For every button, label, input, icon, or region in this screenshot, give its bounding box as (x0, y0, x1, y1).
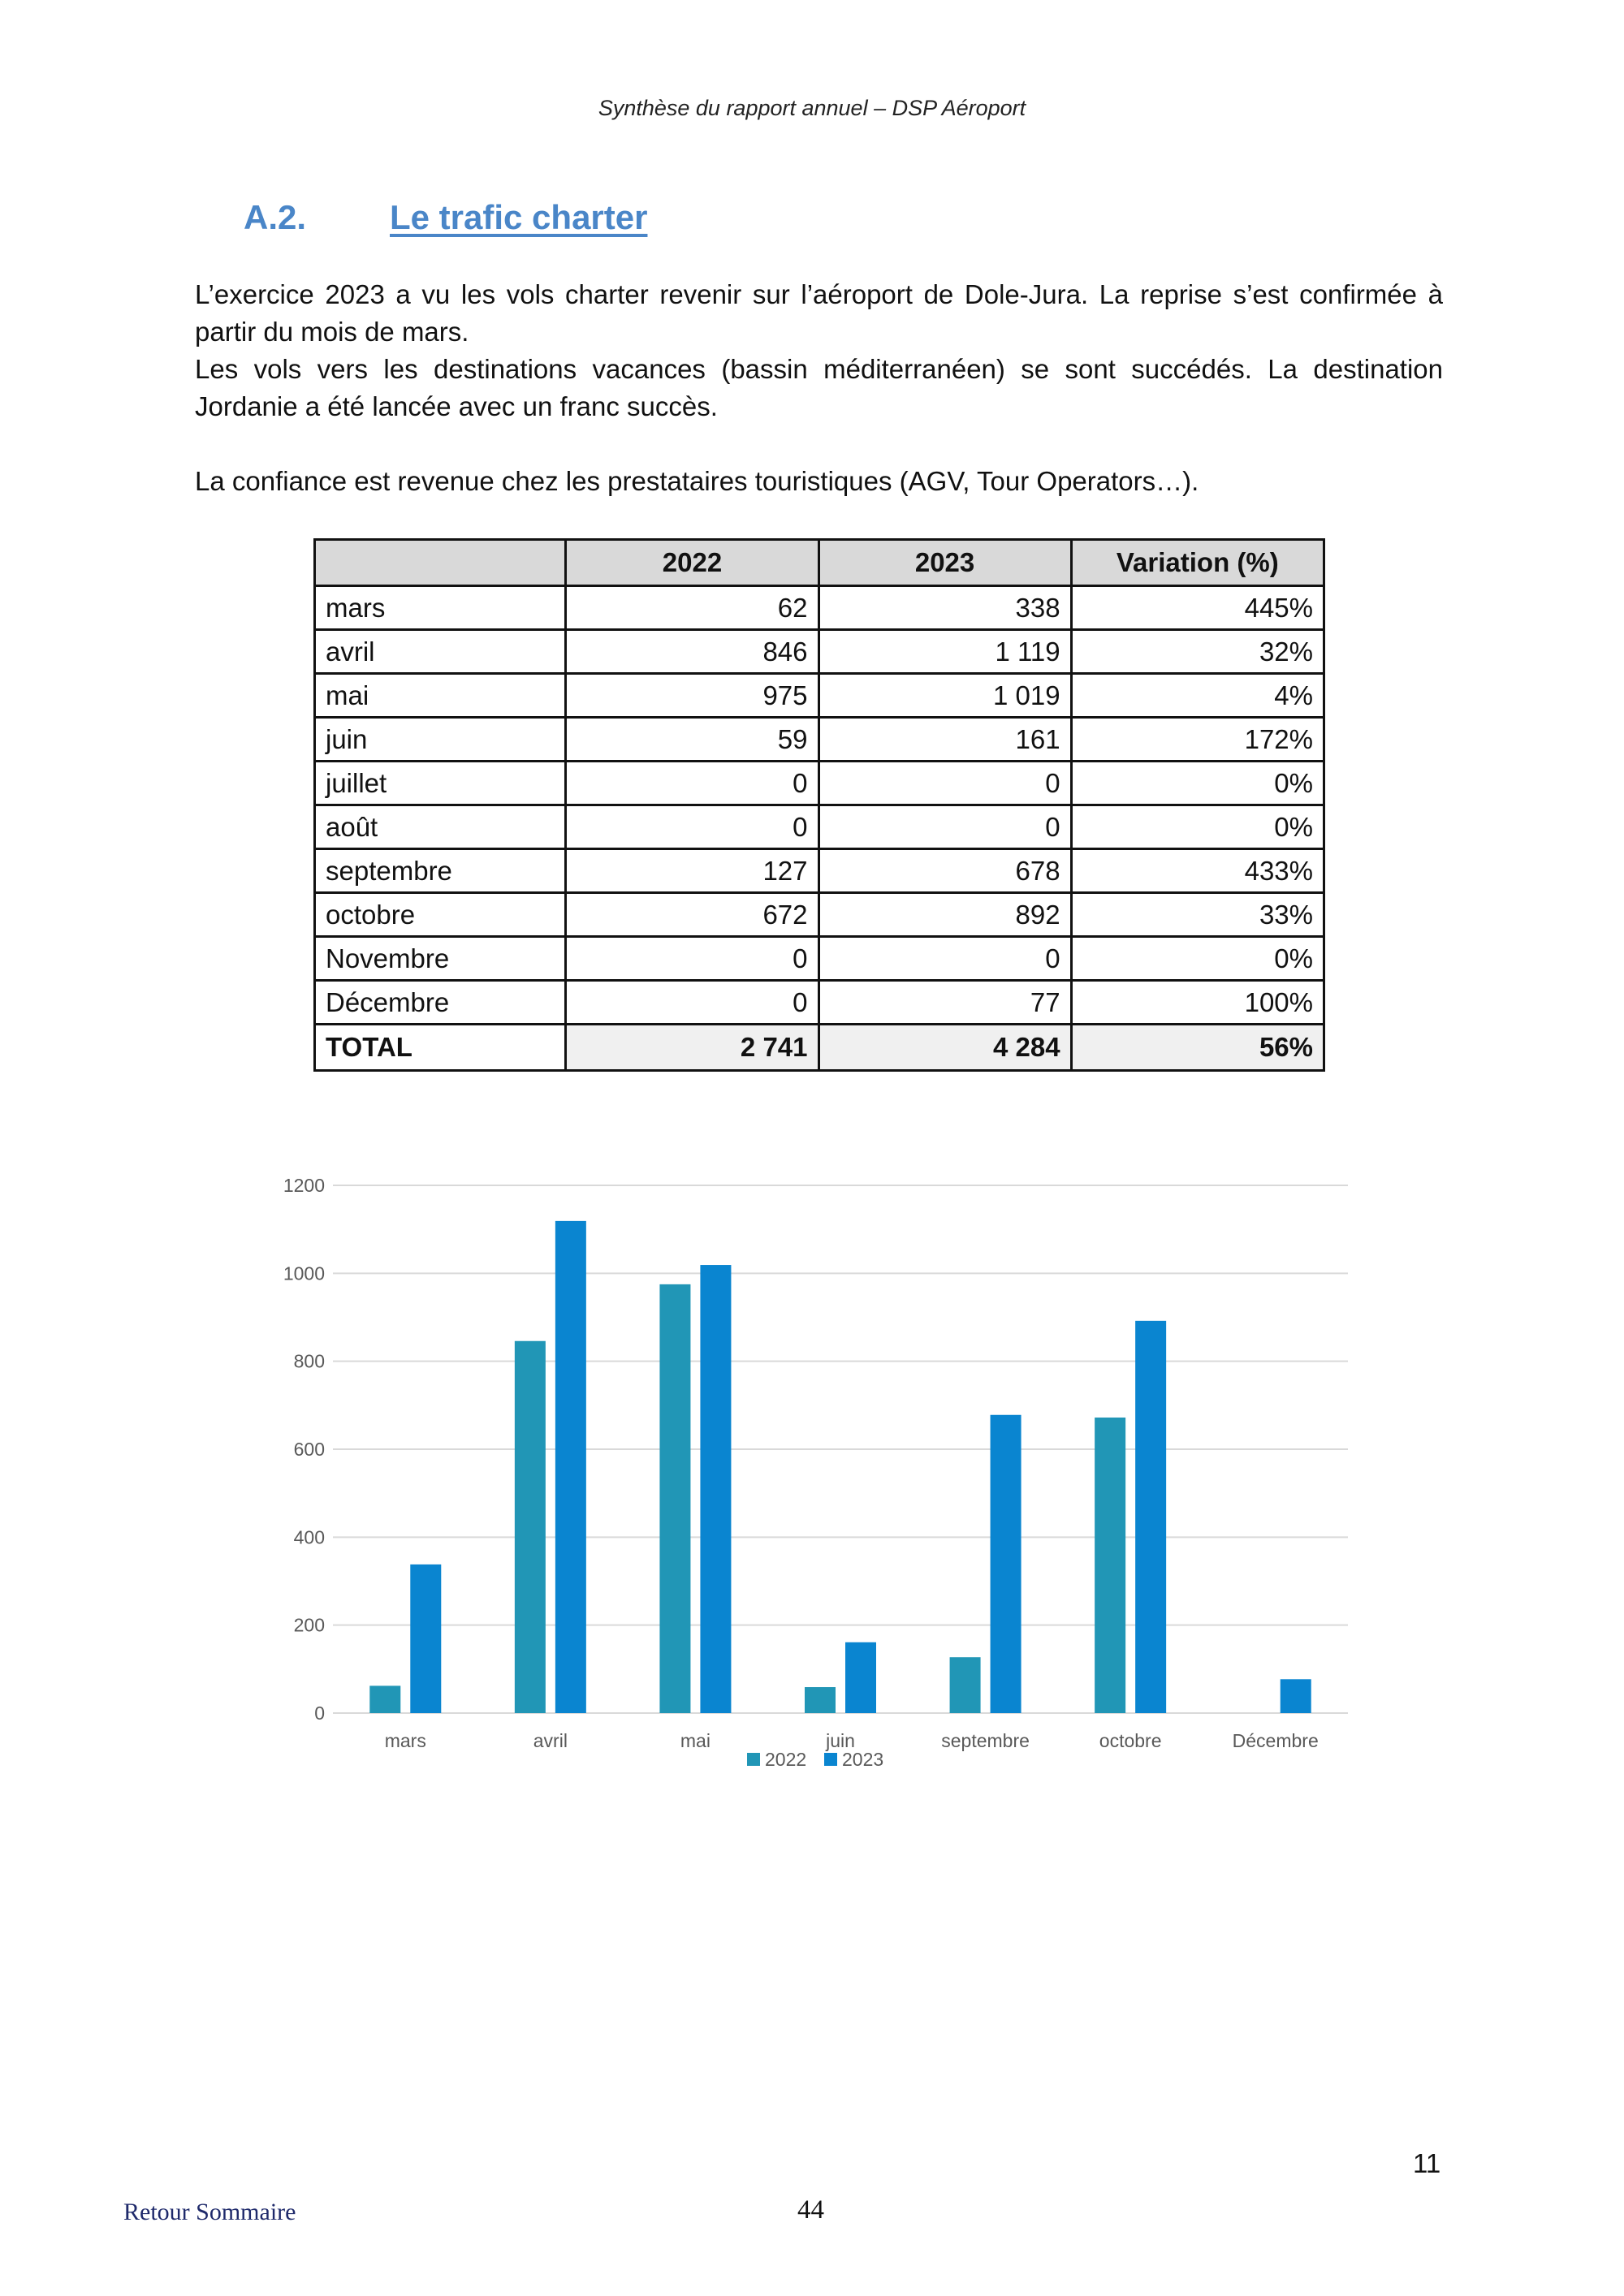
table-header-cell (315, 540, 566, 586)
value-cell: 0% (1071, 762, 1324, 805)
y-tick-label: 1200 (283, 1175, 325, 1196)
value-cell: 59 (566, 718, 818, 762)
bar-2022-avril (515, 1341, 546, 1713)
x-tick-label: avril (533, 1730, 568, 1751)
table-row (315, 937, 1324, 981)
x-tick-label: septembre (941, 1730, 1030, 1751)
running-header: Synthèse du rapport annuel – DSP Aéroport (598, 96, 1026, 120)
table-row (315, 805, 1324, 849)
legend-swatch (824, 1753, 837, 1766)
table-row (315, 849, 1324, 893)
table-row (315, 762, 1324, 805)
y-tick-label: 200 (293, 1614, 325, 1636)
month-cell: Décembre (315, 981, 566, 1025)
page-number: 11 (1413, 2148, 1441, 2178)
value-cell: 0 (566, 937, 818, 981)
value-cell: 0 (566, 762, 818, 805)
value-cell: 846 (566, 630, 818, 674)
bar-2022-septembre (950, 1657, 981, 1713)
section-title: Le trafic charter (390, 198, 648, 236)
x-tick-label: octobre (1099, 1730, 1162, 1751)
paragraph-1: L’exercice 2023 a vu les vols charter revenir sur l’aéroport de Dole-Jura. La reprise s’est confirmée à partir du mois de mars. (195, 279, 1443, 347)
month-cell: Novembre (315, 937, 566, 981)
value-cell: 0 (818, 937, 1071, 981)
table-header-cell: Variation (%) (1071, 540, 1324, 586)
table-row (315, 630, 1324, 674)
month-cell: juillet (315, 762, 566, 805)
month-cell: août (315, 805, 566, 849)
value-cell: 338 (818, 586, 1071, 630)
total-value-cell: 56% (1071, 1025, 1324, 1071)
total-value-cell: 4 284 (818, 1025, 1071, 1071)
bar-2022-octobre (1095, 1418, 1125, 1713)
bar-2023-avril (555, 1221, 586, 1713)
y-tick-label: 1000 (283, 1262, 325, 1284)
value-cell: 0% (1071, 805, 1324, 849)
total-label-cell: TOTAL (315, 1025, 566, 1071)
bar-2023-octobre (1135, 1321, 1166, 1713)
value-cell: 0 (818, 805, 1071, 849)
table-total-row (315, 1025, 1324, 1071)
table-row (315, 674, 1324, 718)
value-cell: 0 (818, 762, 1071, 805)
value-cell: 892 (818, 893, 1071, 937)
legend-label: 2022 (765, 1749, 807, 1770)
value-cell: 0 (566, 981, 818, 1025)
bar-2023-Décembre (1281, 1679, 1311, 1713)
retour-sommaire-link[interactable]: Retour Sommaire (123, 2199, 296, 2225)
total-value-cell: 2 741 (566, 1025, 818, 1071)
month-cell: avril (315, 630, 566, 674)
table-row (315, 981, 1324, 1025)
legend-swatch (747, 1753, 760, 1766)
table-header-row (315, 540, 1324, 586)
month-cell: mars (315, 586, 566, 630)
value-cell: 100% (1071, 981, 1324, 1025)
value-cell: 172% (1071, 718, 1324, 762)
bar-2023-mai (700, 1265, 731, 1713)
month-cell: septembre (315, 849, 566, 893)
sheet-number: 44 (797, 2195, 824, 2225)
paragraph-2: Les vols vers les destinations vacances (bassin méditerranéen) se sont succédés. La destination Jordanie a été lancée avec un franc succès. (195, 354, 1443, 421)
value-cell: 0 (566, 805, 818, 849)
bar-2022-mars (369, 1685, 400, 1713)
value-cell: 33% (1071, 893, 1324, 937)
x-tick-label: mars (384, 1730, 426, 1751)
y-tick-label: 0 (314, 1703, 325, 1724)
chart-svg (268, 1161, 1364, 1810)
value-cell: 1 019 (818, 674, 1071, 718)
table-header-cell: 2022 (566, 540, 818, 586)
x-tick-label: mai (680, 1730, 710, 1751)
value-cell: 672 (566, 893, 818, 937)
month-cell: mai (315, 674, 566, 718)
charter-bar-chart (268, 1161, 1364, 1810)
x-tick-label: juin (826, 1730, 855, 1751)
y-tick-label: 400 (293, 1526, 325, 1548)
section-heading (244, 198, 647, 237)
paragraph-3: La confiance est revenue chez les prestataires touristiques (AGV, Tour Operators…). (195, 466, 1199, 496)
bar-2023-juin (845, 1642, 876, 1713)
value-cell: 0% (1071, 937, 1324, 981)
value-cell: 32% (1071, 630, 1324, 674)
month-cell: juin (315, 718, 566, 762)
value-cell: 445% (1071, 586, 1324, 630)
section-number: A.2. (244, 198, 307, 236)
bar-2023-mars (410, 1564, 441, 1713)
value-cell: 433% (1071, 849, 1324, 893)
charter-traffic-table (313, 538, 1325, 1072)
table-row (315, 586, 1324, 630)
bar-2022-mai (659, 1284, 690, 1713)
month-cell: octobre (315, 893, 566, 937)
x-tick-label: Décembre (1232, 1730, 1319, 1751)
bar-2023-septembre (991, 1415, 1021, 1713)
table-row (315, 718, 1324, 762)
value-cell: 1 119 (818, 630, 1071, 674)
value-cell: 62 (566, 586, 818, 630)
value-cell: 4% (1071, 674, 1324, 718)
y-tick-label: 600 (293, 1439, 325, 1460)
value-cell: 678 (818, 849, 1071, 893)
value-cell: 77 (818, 981, 1071, 1025)
bar-2022-juin (805, 1687, 836, 1713)
y-tick-label: 800 (293, 1350, 325, 1372)
value-cell: 127 (566, 849, 818, 893)
legend-label: 2023 (842, 1749, 884, 1770)
table-header-cell: 2023 (818, 540, 1071, 586)
table-row (315, 893, 1324, 937)
value-cell: 161 (818, 718, 1071, 762)
value-cell: 975 (566, 674, 818, 718)
